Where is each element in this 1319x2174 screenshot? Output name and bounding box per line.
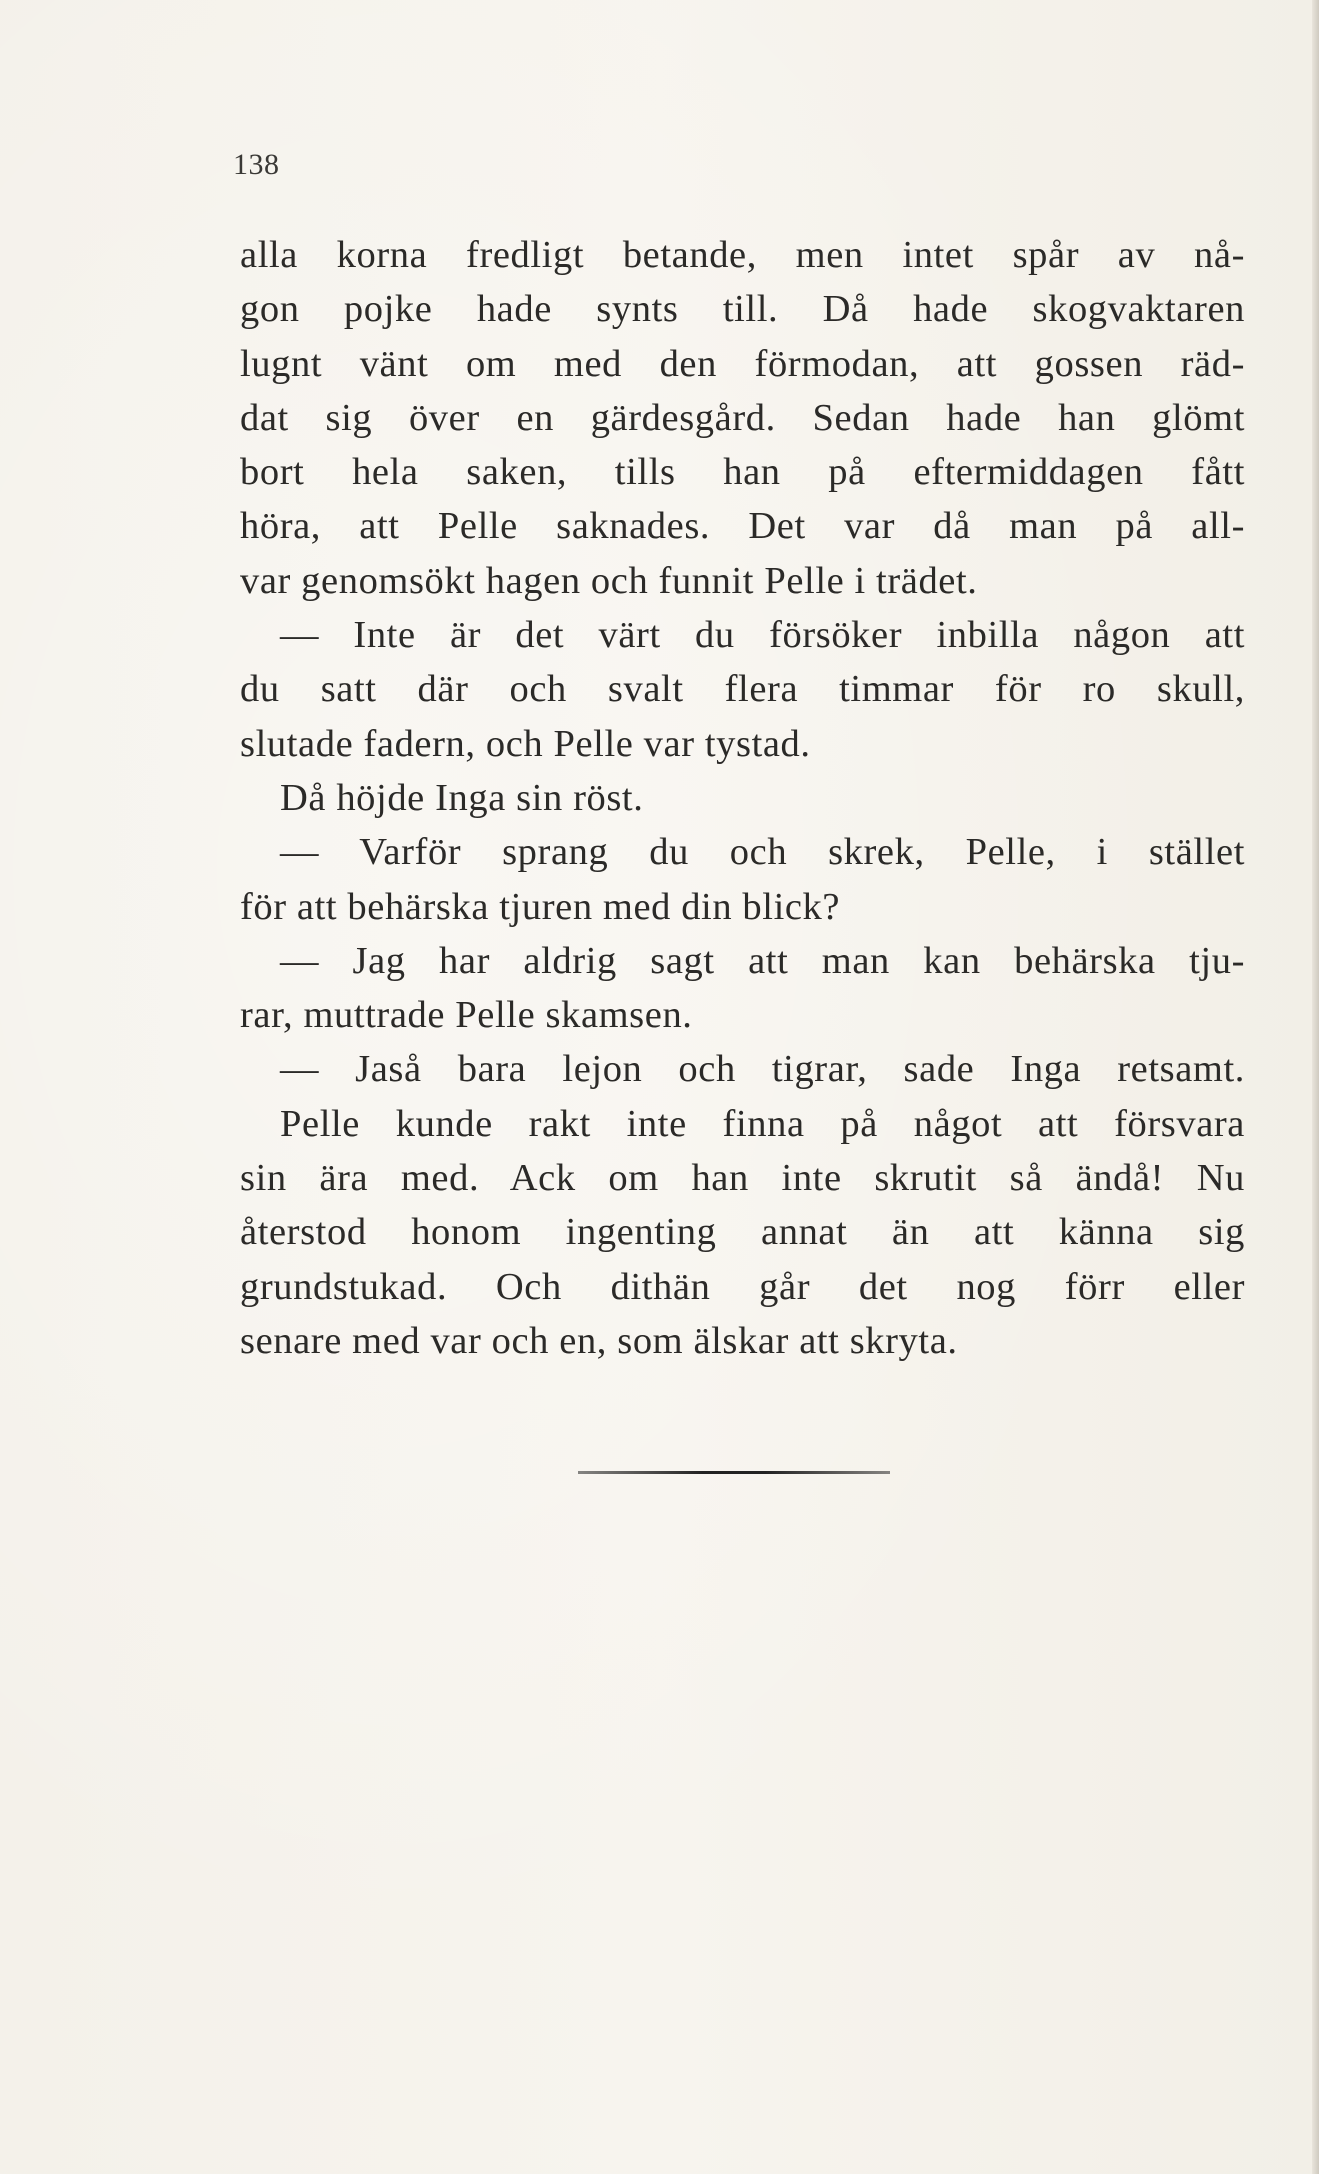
text-line-15: rar, muttrade Pelle skamsen. — [240, 994, 693, 1037]
text-line-12: — Varför sprang du och skrek, Pelle, i stället — [280, 831, 1245, 874]
page-number: 138 — [233, 148, 280, 181]
text-line-1: alla korna fredligt betande, men intet spår av nå- — [240, 234, 1245, 276]
text-line-18: sin ära med. Ack om han inte skrutit så ändå! Nu — [240, 1157, 1245, 1200]
body-text — [240, 228, 1245, 1368]
text-line-21: senare med var och en, som älskar att skryta. — [240, 1319, 958, 1362]
text-line-13: för att behärska tjuren med din blick? — [240, 885, 841, 928]
text-line-4: dat sig över en gärdesgård. Sedan hade han glömt — [240, 396, 1245, 439]
text-line-11: Då höjde Inga sin röst. — [280, 776, 644, 819]
text-line-19: återstod honom ingenting annat än att känna sig — [240, 1211, 1245, 1254]
text-line-7: var genomsökt hagen och funnit Pelle i trädet. — [240, 559, 978, 602]
text-line-2: gon pojke hade synts till. Då hade skogvaktaren — [240, 288, 1245, 331]
text-line-9: du satt där och svalt flera timmar för ro skull, — [240, 668, 1245, 711]
end-of-chapter-rule — [578, 1471, 890, 1474]
text-line-5: bort hela saken, tills han på eftermiddagen fått — [240, 451, 1245, 494]
text-line-17: Pelle kunde rakt inte finna på något att försvara — [280, 1102, 1245, 1145]
text-line-3: lugnt vänt om med den förmodan, att gossen räd- — [240, 342, 1245, 385]
page-edge — [1312, 0, 1319, 2174]
text-line-6: höra, att Pelle saknades. Det var då man på all- — [240, 505, 1245, 548]
text-line-8: — Inte är det värt du försöker inbilla någon att — [280, 614, 1245, 657]
text-line-16: — Jaså bara lejon och tigrar, sade Inga retsamt. — [280, 1048, 1245, 1091]
text-line-14: — Jag har aldrig sagt att man kan behärska tju- — [280, 939, 1245, 982]
text-line-10: slutade fadern, och Pelle var tystad. — [240, 722, 811, 765]
text-line-20: grundstukad. Och dithän går det nog förr eller — [240, 1265, 1245, 1308]
